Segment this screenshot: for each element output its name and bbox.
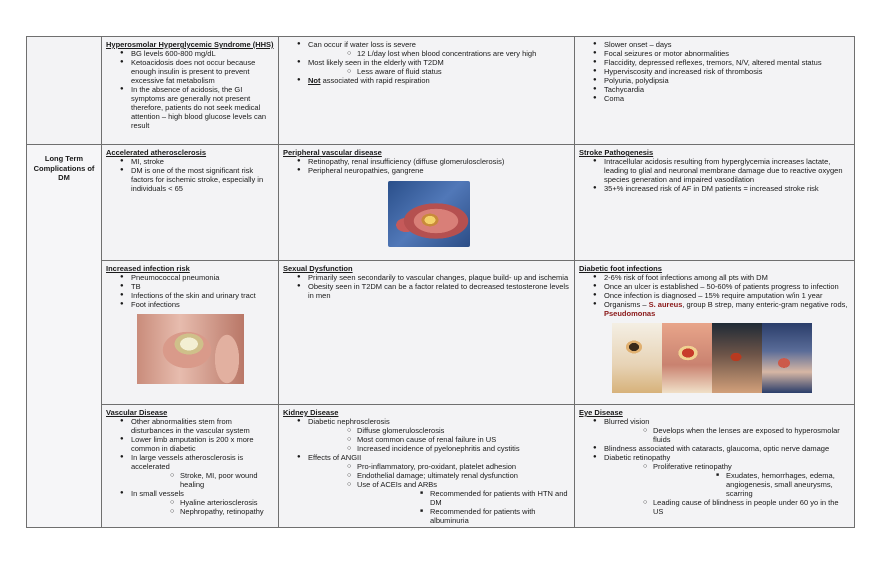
list-item: ○ Less aware of fluid status	[308, 67, 570, 76]
list-item: ● Primarily seen secondarily to vascular changes, plaque build- up and ischemia	[283, 273, 570, 282]
hhs-features-cell	[279, 37, 575, 145]
list-item: ● Once an ulcer is established – 50-60% of patients progress to infection	[579, 282, 850, 291]
table-row	[27, 37, 855, 145]
athero-cell	[102, 145, 279, 261]
table-row	[27, 145, 855, 261]
list-item: ■ Exudates, hemorrhages, edema, angiogenesis, small aneurysms, scarring	[653, 471, 850, 498]
foot-ulcer-photo	[712, 323, 762, 393]
list-item: ● Obesity seen in T2DM can be a factor related to decreased testosterone levels in men	[283, 282, 570, 300]
eye-title: Eye Disease	[579, 408, 623, 417]
list-item: ● 2-6% risk of foot infections among all pts with DM	[579, 273, 850, 282]
athero-title: Accelerated atherosclerosis	[106, 148, 207, 157]
infection-title: Increased infection risk	[106, 264, 190, 273]
list-item: ● Polyuria, polydipsia	[579, 76, 850, 85]
vascular-title: Vascular Disease	[106, 408, 168, 417]
list-item: ● Not associated with rapid respiration	[283, 76, 570, 85]
sexual-cell	[279, 261, 575, 405]
list-item: ○ Nephropathy, retinopathy	[131, 507, 274, 516]
list-item: ○ Proliferative retinopathy ■ Exudates, hemorrhages, edema, angiogenesis, small aneurysms, scarring	[604, 462, 850, 498]
list-item: ● DM is one of the most significant risk factors for ischemic stroke, especially in individuals < 65	[106, 166, 274, 193]
foot-ulcer-photo	[612, 323, 662, 393]
list-item: ● In the absence of acidosis, the GI symptoms are generally not present therefore, patients do not seek medical attention – high blood glucose levels can result	[106, 85, 274, 130]
vascular-cell	[102, 405, 279, 528]
eye-cell	[575, 405, 855, 528]
pvd-title: Peripheral vascular disease	[283, 148, 382, 157]
list-item: ● Blurred vision ○ Develops when the lenses are exposed to hyperosmolar fluids	[579, 417, 850, 444]
list-item: ● Peripheral neuropathies, gangrene	[283, 166, 570, 175]
stroke-title: Stroke Pathogenesis	[579, 148, 654, 157]
table-row	[27, 261, 855, 405]
list-item: ○ Hyaline arteriosclerosis	[131, 498, 274, 507]
stroke-cell	[575, 145, 855, 261]
hhs-signs-cell	[575, 37, 855, 145]
list-item: ● Effects of ANGII ○ Pro-inflammatory, pro-oxidant, platelet adhesion ○ Endothelial damage; ultimately renal dysfunction ○ Use of ACEIs and ARBs ■ Recommended for patients with HTN and DM ■ Recommended for patients with albuminuria	[283, 453, 570, 525]
infection-cell	[102, 261, 279, 405]
table-row	[27, 405, 855, 528]
list-item: ● Foot infections	[106, 300, 274, 309]
list-item: ● Blindness associated with cataracts, glaucoma, optic nerve damage	[579, 444, 850, 453]
list-item: ○ Stroke, MI, poor wound healing	[131, 471, 274, 489]
list-item: ○ Most common cause of renal failure in US	[308, 435, 570, 444]
list-item: ● Pneumococcal pneumonia	[106, 273, 274, 282]
foot-cell	[575, 261, 855, 405]
list-item: ● In large vessels atherosclerosis is accelerated ○ Stroke, MI, poor wound healing	[106, 453, 274, 489]
hhs-features-list	[283, 40, 570, 85]
list-item: ○ Develops when the lenses are exposed to hyperosmolar fluids	[604, 426, 850, 444]
gangrene-foot-photo	[388, 181, 470, 247]
side-cell-empty	[27, 37, 102, 145]
list-item: ● Retinopathy, renal insufficiency (diffuse glomerulosclerosis)	[283, 157, 570, 166]
foot-ulcer-photo	[662, 323, 712, 393]
list-item: ■ Recommended for patients with albuminuria	[357, 507, 570, 525]
list-item: ● Slower onset – days	[579, 40, 850, 49]
side-label: Long Term Complications of DM	[33, 154, 95, 182]
list-item: ● In small vessels ○ Hyaline arteriosclerosis ○ Nephropathy, retinopathy	[106, 489, 274, 516]
list-item: ● Lower limb amputation is 200 x more common in diabetic	[106, 435, 274, 453]
list-item: ● Most likely seen in the elderly with T2DM ○ Less aware of fluid status	[283, 58, 570, 76]
list-item: ○ Pro-inflammatory, pro-oxidant, platelet adhesion	[308, 462, 570, 471]
list-item: ● Infections of the skin and urinary tract	[106, 291, 274, 300]
list-item: ● Hyperviscosity and increased risk of thrombosis	[579, 67, 850, 76]
side-label-cell	[27, 145, 102, 528]
hhs-title: Hyperosmolar Hyperglycemic Syndrome (HHS)	[106, 40, 274, 49]
list-item: ● Intracellular acidosis resulting from hyperglycemia increases lactate, leading to glial and neuronal membrane damage due to reactive oxygen species generation and impaired vasodilation	[579, 157, 850, 184]
notes-table	[26, 36, 855, 528]
list-item: ■ Recommended for patients with HTN and DM	[357, 489, 570, 507]
list-item: ● Ketoacidosis does not occur because enough insulin is present to prevent excessive fat metabolism	[106, 58, 274, 85]
list-item: ● 35+% increased risk of AF in DM patients = increased stroke risk	[579, 184, 850, 193]
list-item: ● Flaccidity, depressed reflexes, tremors, N/V, altered mental status	[579, 58, 850, 67]
hhs-list	[106, 49, 274, 130]
list-item: ● TB	[106, 282, 274, 291]
list-item: ● Can occur if water loss is severe ○ 12 L/day lost when blood concentrations are very high	[283, 40, 570, 58]
foot-ulcer-photo	[762, 323, 812, 393]
kidney-cell	[279, 405, 575, 528]
list-item: ○ 12 L/day lost when blood concentrations are very high	[308, 49, 570, 58]
list-item: ● Focal seizures or motor abnormalities	[579, 49, 850, 58]
hhs-cell	[102, 37, 279, 145]
list-item: ● Organisms – S. aureus, group B strep, many enteric-gram negative rods, Pseudomonas	[579, 300, 850, 318]
foot-title: Diabetic foot infections	[579, 264, 662, 273]
list-item: ○ Endothelial damage; ultimately renal dysfunction	[308, 471, 570, 480]
hhs-signs-list	[579, 40, 850, 103]
list-item: ● Diabetic nephrosclerosis ○ Diffuse glomerulosclerosis ○ Most common cause of renal failure in US ○ Increased incidence of pyelonephritis and cystitis	[283, 417, 570, 453]
list-item: ● Diabetic retinopathy ○ Proliferative retinopathy ■ Exudates, hemorrhages, edema, angiogenesis, small aneurysms, scarring ○ Leading cause of blindness in people under 60 yo in the US	[579, 453, 850, 516]
list-item: ● MI, stroke	[106, 157, 274, 166]
list-item: ○ Use of ACEIs and ARBs ■ Recommended for patients with HTN and DM ■ Recommended for patients with albuminuria	[308, 480, 570, 525]
foot-ulcer-photos	[612, 323, 850, 393]
list-item: ● BG levels 600-800 mg/dL	[106, 49, 274, 58]
list-item: ● Other abnormalities stem from disturbances in the vascular system	[106, 417, 274, 435]
list-item: ● Tachycardia	[579, 85, 850, 94]
list-item: ○ Increased incidence of pyelonephritis and cystitis	[308, 444, 570, 453]
list-item: ○ Leading cause of blindness in people under 60 yo in the US	[604, 498, 850, 516]
list-item: ○ Diffuse glomerulosclerosis	[308, 426, 570, 435]
list-item: ● Once infection is diagnosed – 15% require amputation w/in 1 year	[579, 291, 850, 300]
toe-infection-photo	[137, 314, 244, 384]
list-item: ● Coma	[579, 94, 850, 103]
kidney-title: Kidney Disease	[283, 408, 339, 417]
sexual-title: Sexual Dysfunction	[283, 264, 353, 273]
pvd-cell	[279, 145, 575, 261]
